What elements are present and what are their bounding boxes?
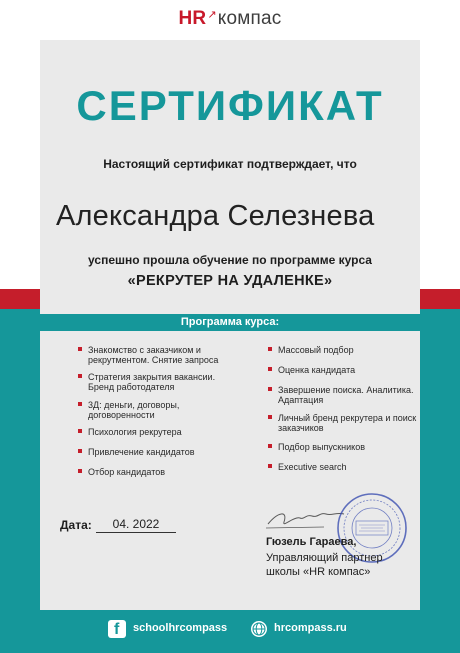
program-item: Оценка кандидата [268,366,418,386]
recipient-name: Александра Селезнева [56,200,375,232]
program-list-left [78,346,238,492]
bullet-icon [268,444,272,448]
bullet-icon [78,402,82,406]
signer-role-line: школы «HR компас» [266,566,371,578]
logo-hr: HR [178,8,207,29]
bullet-icon [78,429,82,433]
program-item: Массовый подбор [268,346,418,366]
bullet-icon [78,449,82,453]
signer-name: Гюзель Гараева, [266,536,357,548]
program-header: Программа курса: [40,314,420,331]
bullet-icon [268,367,272,371]
bullet-icon [268,387,272,391]
certificate-title: СЕРТИФИКАТ [76,82,384,129]
program-item: Знакомство с заказчиком и рекрутментом. Снятие запроса [78,346,238,373]
footer [0,620,460,640]
program-item: Личный бренд рекрутера и поиск заказчиков [268,414,418,443]
date-label: Дата: [60,518,92,532]
bullet-icon [78,347,82,351]
program-item: 3Д: деньги, договоры, договоренности [78,401,238,428]
logo-arrow-icon: ↗ [207,9,217,21]
bullet-icon [268,415,272,419]
program-item: Executive search [268,463,418,487]
program-item: Отбор кандидатов [78,468,238,492]
program-item: Стратегия закрытия вакансии. Бренд работодателя [78,373,238,401]
date-value: 04. 2022 [96,517,176,533]
certificate-card [40,40,420,610]
signer-role-line: Управляющий партнер [266,552,383,564]
program-item: Привлечение кандидатов [78,448,238,468]
program-item: Подбор выпускников [268,443,418,463]
bullet-icon [78,469,82,473]
globe-icon[interactable] [250,620,268,638]
success-text: успешно прошла обучение по программе курса [88,253,372,267]
signer-role [266,551,406,579]
bullet-icon [268,347,272,351]
brand-logo [0,8,460,30]
facebook-icon[interactable]: f [108,620,126,638]
program-list-right [268,346,418,487]
program-item: Завершение поиска. Аналитика. Адаптация [268,386,418,414]
bullet-icon [268,464,272,468]
social-link[interactable]: schoolhrcompass [133,622,228,634]
course-name: «РЕКРУТЕР НА УДАЛЕНКЕ» [127,273,333,289]
certificate-subtitle: Настоящий сертификат подтверждает, что [103,157,357,171]
website-link[interactable]: hrcompass.ru [274,622,347,634]
logo-rest: компас [217,8,282,29]
program-item: Психология рекрутера [78,428,238,448]
bullet-icon [78,374,82,378]
